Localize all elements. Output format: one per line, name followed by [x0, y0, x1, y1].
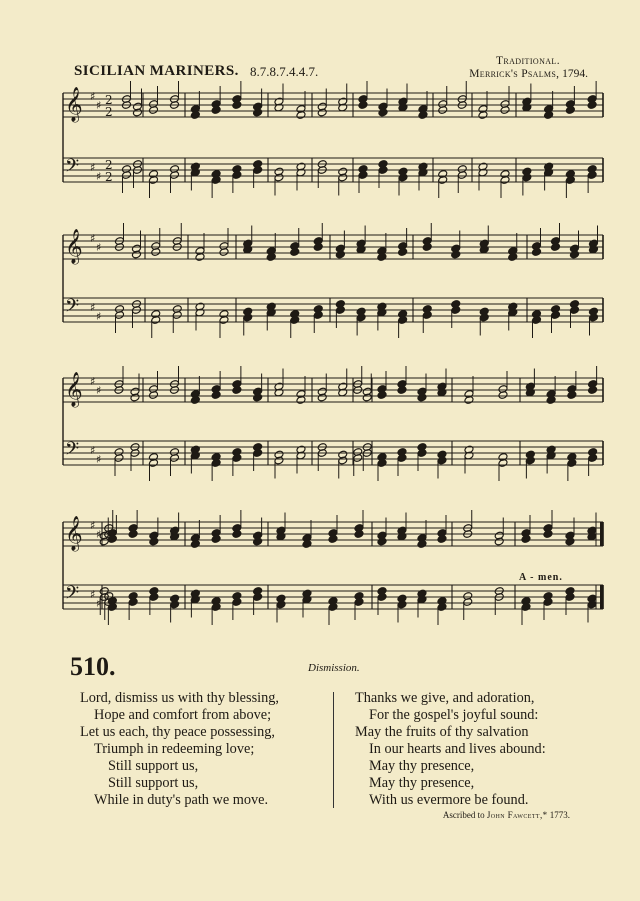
bass-clef: 𝄢 — [65, 439, 80, 464]
hymn-number: 510. — [70, 652, 116, 681]
column-divider — [333, 692, 334, 808]
verse-1 — [80, 690, 279, 809]
bass-clef: 𝄢 — [65, 296, 80, 321]
attribution-year: 1773. — [549, 810, 570, 820]
collection-year: 1794. — [562, 68, 588, 80]
verse-line: Lord, dismiss us with thy blessing, — [80, 690, 279, 706]
treble-clef: 𝄞 — [65, 229, 83, 264]
time-sig: 2 — [105, 170, 113, 184]
time-sig: 2 — [105, 105, 113, 119]
time-sig: 2 — [105, 158, 113, 172]
key-sharp: ♯ — [90, 588, 96, 601]
final-bar — [600, 585, 603, 609]
bass-clef: 𝄢 — [65, 156, 80, 181]
tune-meter: 8.7.8.7.4.4.7. — [250, 64, 319, 79]
collection-name: Merrick's Psalms, — [469, 68, 560, 80]
key-sharp: ♯ — [96, 528, 102, 541]
key-sharp: ♯ — [96, 597, 102, 610]
tune-source: Traditional. — [495, 55, 560, 67]
verse-line: Thanks we give, and adoration, — [355, 690, 535, 706]
verse-line: Let us each, thy peace possessing, — [80, 724, 275, 740]
key-sharp: ♯ — [96, 99, 102, 112]
verse-line: May the fruits of thy salvation — [355, 724, 529, 740]
attribution — [443, 810, 570, 820]
amen-label: A - men. — [519, 572, 563, 583]
verse-line: Hope and comfort from above; — [94, 707, 272, 723]
verse-line: Still support us, — [108, 775, 199, 791]
key-sharp: ♯ — [96, 384, 102, 397]
bass-clef: 𝄢 — [65, 583, 80, 608]
key-sharp: ♯ — [90, 161, 96, 174]
key-sharp: ♯ — [96, 170, 102, 183]
treble-clef: 𝄞 — [65, 87, 83, 122]
key-sharp: ♯ — [96, 310, 102, 323]
key-sharp: ♯ — [96, 241, 102, 254]
verse-line: With us evermore be found. — [369, 792, 529, 808]
key-sharp: ♯ — [90, 90, 96, 103]
tune-name: SICILIAN MARINERS. — [74, 63, 239, 79]
verse-line: In our hearts and lives abound: — [369, 741, 546, 757]
verse-line: May thy presence, — [369, 775, 475, 791]
key-sharp: ♯ — [90, 232, 96, 245]
key-sharp: ♯ — [96, 453, 102, 466]
verse-line: May thy presence, — [369, 758, 475, 774]
time-sig: 2 — [105, 93, 113, 107]
attribution-author: John Fawcett,* — [486, 810, 548, 820]
verse-line: While in duty's path we move. — [94, 792, 269, 808]
key-sharp: ♯ — [90, 519, 96, 532]
verse-2 — [355, 690, 546, 809]
verse-line: For the gospel's joyful sound: — [369, 707, 539, 723]
key-sharp: ♯ — [90, 375, 96, 388]
key-sharp: ♯ — [90, 444, 96, 457]
verse-line: Triumph in redeeming love; — [94, 741, 255, 757]
key-sharp: ♯ — [90, 301, 96, 314]
final-bar — [600, 522, 603, 546]
attribution-prefix: Ascribed to — [442, 810, 485, 820]
treble-clef: 𝄞 — [65, 372, 83, 407]
verse-line: Still support us, — [108, 758, 199, 774]
treble-clef: 𝄞 — [65, 516, 83, 551]
hymn-title: Dismission. — [308, 662, 360, 674]
